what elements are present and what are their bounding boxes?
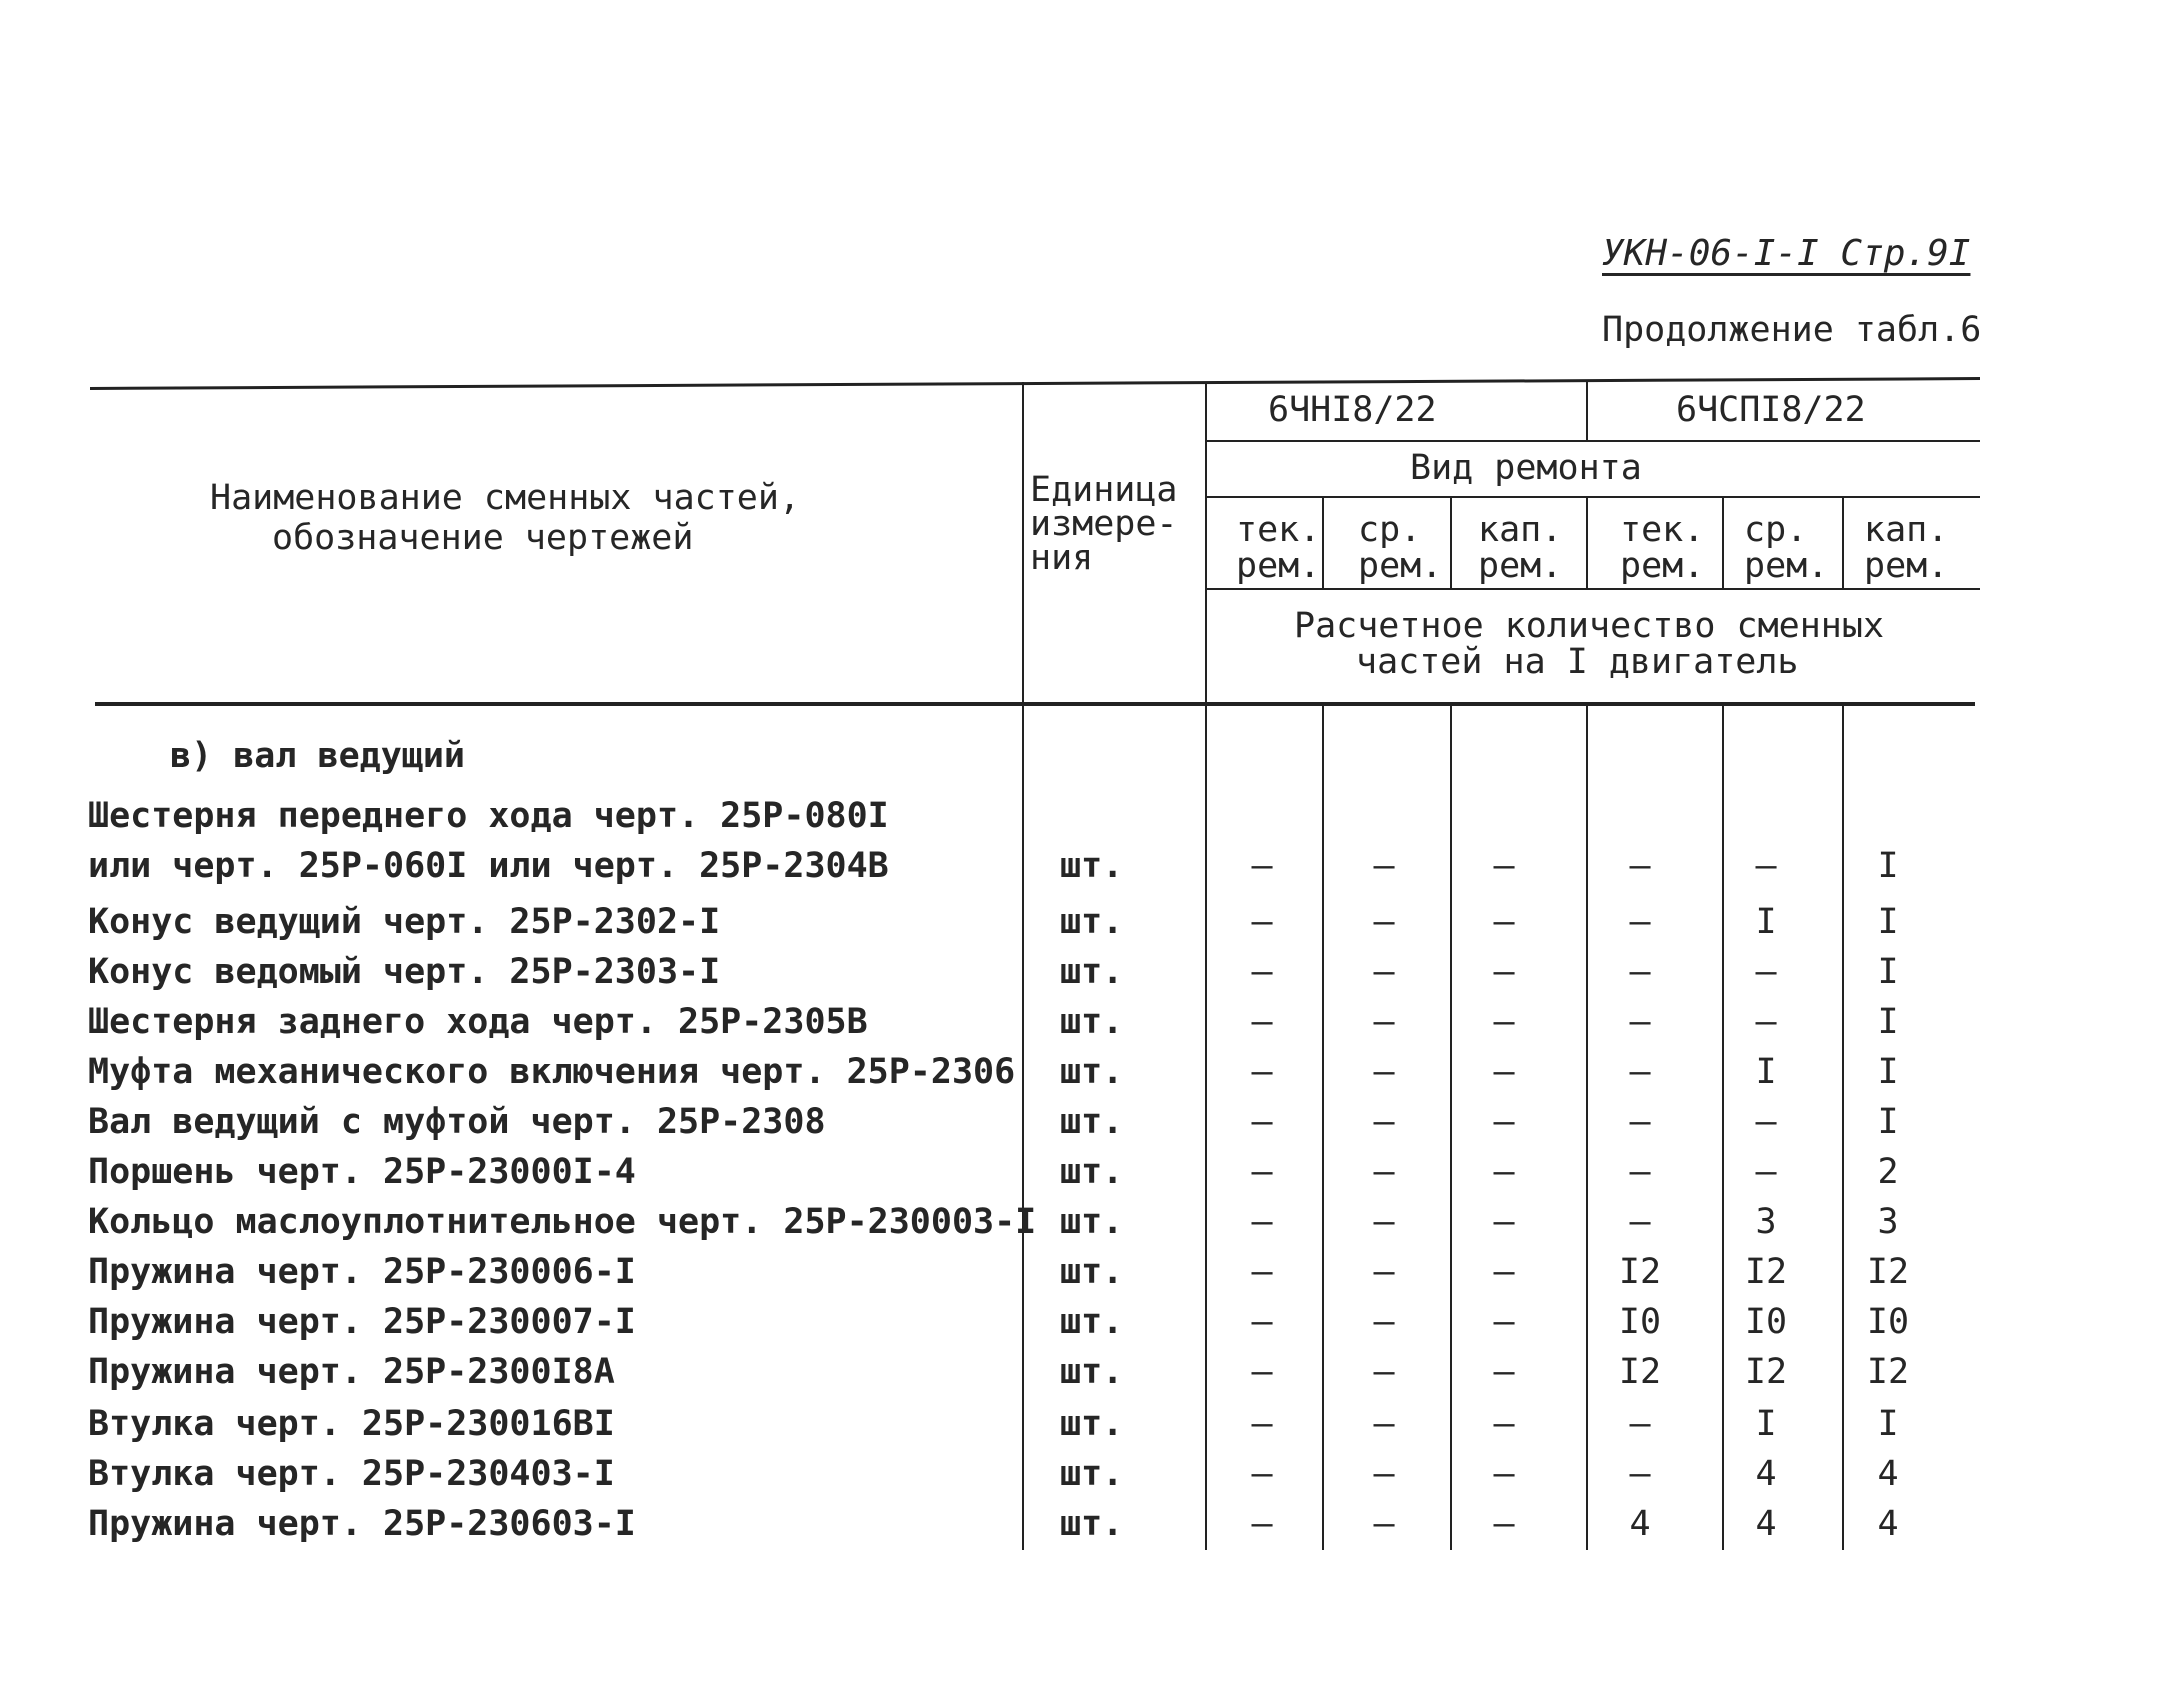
col-divider-r2 [1450,498,1452,590]
header-repair-1-b: рем. [1236,546,1321,586]
row-value: – [1251,952,1273,992]
row-value: – [1493,1352,1515,1392]
col-divider-r5 [1842,498,1844,590]
row-value: – [1755,846,1777,886]
row-value: – [1493,1454,1515,1494]
row-value: 4 [1877,1504,1899,1544]
col-divider-engines [1586,382,1588,442]
row-value: – [1251,1252,1273,1292]
row-value: – [1493,902,1515,942]
table-header-bottom-rule [95,702,1975,706]
col-divider-name [1022,382,1024,1550]
row-value: – [1755,1152,1777,1192]
table-top-rule [90,377,1980,390]
row-value: 2 [1877,1152,1899,1192]
row-value: I [1877,1404,1899,1444]
row-value: – [1373,1404,1395,1444]
row-name: Втулка черт. 25Р-230016ВI [88,1404,615,1444]
col-divider-r4 [1722,498,1724,590]
row-value: – [1251,1002,1273,1042]
row-name: Конус ведущий черт. 25Р-2302-I [88,902,721,942]
row-value: – [1251,1404,1273,1444]
row-unit: шт. [1060,1052,1124,1092]
row-name: Пружина черт. 25Р-230603-I [88,1504,636,1544]
header-engine-2: 6ЧСПI8/22 [1676,390,1866,430]
row-value: – [1493,1404,1515,1444]
row-value: – [1251,1504,1273,1544]
row-value: I2 [1618,1352,1662,1392]
row-unit: шт. [1060,846,1124,886]
row-value: – [1755,1002,1777,1042]
row-value: – [1493,952,1515,992]
header-repair-2-a: ср. [1358,510,1422,550]
document-code: УКН-06-I-I Стр.9I [1602,233,1971,274]
row-value: – [1251,1352,1273,1392]
row-value: I [1755,1052,1777,1092]
row-value: – [1493,1102,1515,1142]
row-value: – [1373,1252,1395,1292]
row-value: – [1251,1302,1273,1342]
row-name: Поршень черт. 25Р-23000I-4 [88,1152,636,1192]
header-repair-6-b: рем. [1864,546,1949,586]
header-repair-5-b: рем. [1744,546,1829,586]
row-value: I [1877,846,1899,886]
row-value: I2 [1744,1252,1788,1292]
row-value: – [1629,1152,1651,1192]
header-repair-5-a: ср. [1744,510,1808,550]
row-value: – [1493,1504,1515,1544]
header-repair-6-a: кап. [1864,510,1949,550]
header-repair-4-b: рем. [1620,546,1705,586]
row-value: – [1251,1102,1273,1142]
row-name: Конус ведомый черт. 25Р-2303-I [88,952,721,992]
row-value: I0 [1866,1302,1910,1342]
row-name: Втулка черт. 25Р-230403-I [88,1454,615,1494]
row-name: Пружина черт. 25Р-230007-I [88,1302,636,1342]
row-value: – [1629,1002,1651,1042]
row-value: – [1629,1404,1651,1444]
row-value: – [1251,1152,1273,1192]
row-value: – [1373,1152,1395,1192]
row-unit: шт. [1060,1152,1124,1192]
row-value: – [1373,1302,1395,1342]
row-name: Муфта механического включения черт. 25Р-2306 [88,1052,1016,1092]
header-repair-3-a: кап. [1478,510,1563,550]
row-value: I0 [1744,1302,1788,1342]
row-name: Пружина черт. 25Р-230006-I [88,1252,636,1292]
row-unit: шт. [1060,1302,1124,1342]
row-unit: шт. [1060,1202,1124,1242]
header-qty-line-2: частей на I двигатель [1356,642,1799,682]
row-value: 3 [1877,1202,1899,1242]
row-value: I [1755,1404,1777,1444]
row-value: I2 [1744,1352,1788,1392]
row-name: или черт. 25Р-060I или черт. 25Р-2304В [88,846,889,886]
row-value: – [1373,1352,1395,1392]
row-value: 3 [1755,1202,1777,1242]
row-value: 4 [1755,1504,1777,1544]
row-unit: шт. [1060,1454,1124,1494]
header-repair-4-a: тек. [1620,510,1705,550]
row-value: – [1629,1202,1651,1242]
row-value: – [1373,1102,1395,1142]
row-value: I [1877,1102,1899,1142]
row-name: Вал ведущий с муфтой черт. 25Р-2308 [88,1102,826,1142]
row-unit: шт. [1060,952,1124,992]
row-value: – [1373,902,1395,942]
row-unit: шт. [1060,1102,1124,1142]
row-unit: шт. [1060,1252,1124,1292]
row-name: Шестерня заднего хода черт. 25Р-2305В [88,1002,868,1042]
row-value: – [1629,846,1651,886]
header-name-line-1: Наименование сменных частей, [210,478,801,518]
row-unit: шт. [1060,902,1124,942]
row-value: 4 [1755,1454,1777,1494]
row-unit: шт. [1060,1352,1124,1392]
row-value: – [1251,1202,1273,1242]
row-value: – [1373,1202,1395,1242]
row-value: – [1629,952,1651,992]
table-continuation-label: Продолжение табл.6 [1602,310,1982,350]
row-name: Пружина черт. 25Р-2300I8А [88,1352,615,1392]
row-value: I [1755,902,1777,942]
row-value: – [1373,952,1395,992]
row-value: – [1373,1002,1395,1042]
row-value: – [1373,1454,1395,1494]
row-value: – [1251,902,1273,942]
row-value: I2 [1866,1352,1910,1392]
row-value: – [1373,846,1395,886]
row-value: – [1629,1052,1651,1092]
row-value: – [1493,1302,1515,1342]
row-value: – [1755,952,1777,992]
row-name: Кольцо маслоуплотнительное черт. 25Р-230003-I [88,1202,1037,1242]
row-unit: шт. [1060,1504,1124,1544]
header-unit-line-1: Единица [1030,470,1178,510]
row-value: – [1251,1052,1273,1092]
header-name-line-2: обозначение чертежей [272,518,694,558]
col-divider-r1 [1322,498,1324,590]
row-value: – [1373,1504,1395,1544]
row-value: 4 [1629,1504,1651,1544]
row-value: 4 [1877,1454,1899,1494]
row-value: – [1373,1052,1395,1092]
row-value: – [1629,1454,1651,1494]
row-value: I [1877,1002,1899,1042]
row-value: – [1493,1052,1515,1092]
row-value: I2 [1866,1252,1910,1292]
row-value: – [1629,902,1651,942]
row-value: – [1493,1202,1515,1242]
row-value: I [1877,952,1899,992]
row-value: – [1493,1152,1515,1192]
row-value: – [1493,1002,1515,1042]
row-unit: шт. [1060,1002,1124,1042]
row-value: – [1251,1454,1273,1494]
header-unit-line-3: ния [1030,538,1094,578]
col-divider-r3 [1586,498,1588,590]
intro-line: Шестерня переднего хода черт. 25Р-080I [88,796,889,836]
header-repair-1-a: тек. [1236,510,1321,550]
header-repair-kind: Вид ремонта [1410,448,1642,488]
header-repair-3-b: рем. [1478,546,1563,586]
row-value: I2 [1618,1252,1662,1292]
header-unit-line-2: измере- [1030,504,1178,544]
header-repair-2-b: рем. [1358,546,1443,586]
header-qty-line-1: Расчетное количество сменных [1294,606,1885,646]
row-unit: шт. [1060,1404,1124,1444]
row-value: I [1877,902,1899,942]
row-value: I0 [1618,1302,1662,1342]
engine-header-rule [1205,440,1980,442]
row-value: – [1493,1252,1515,1292]
row-value: – [1493,846,1515,886]
row-value: – [1629,1102,1651,1142]
row-value: I [1877,1052,1899,1092]
section-title: в) вал ведущий [170,736,466,776]
row-value: – [1251,846,1273,886]
header-engine-1: 6ЧНI8/22 [1268,390,1437,430]
row-value: – [1755,1102,1777,1142]
